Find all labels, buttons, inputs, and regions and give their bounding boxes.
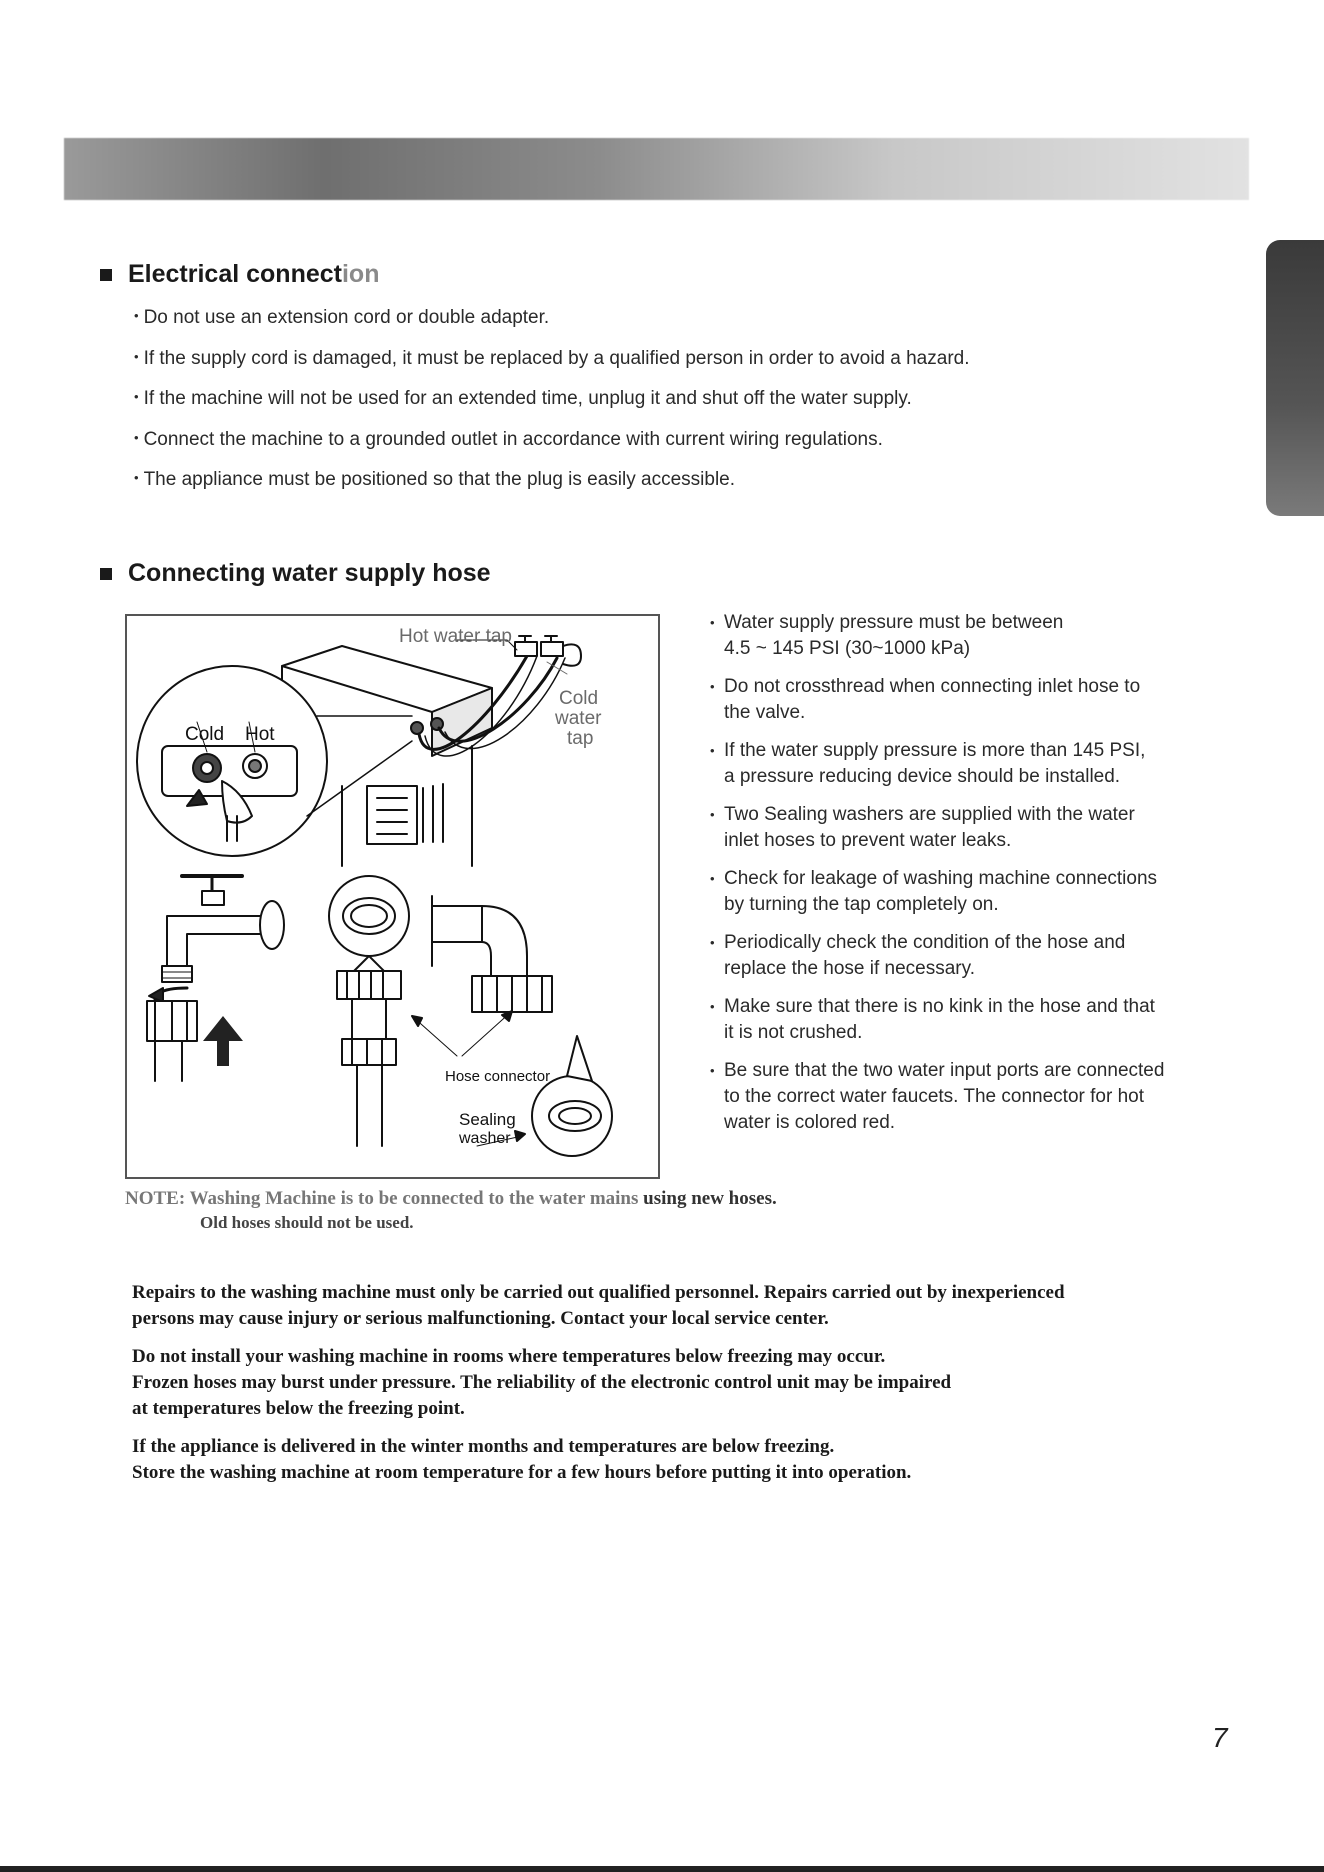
hose-connection-diagram	[125, 614, 660, 1179]
bullet-dot-icon: •	[134, 348, 139, 364]
note-line1-b: using new hoses.	[643, 1188, 777, 1209]
bullet-dot-icon: •	[710, 999, 715, 1014]
water-list	[710, 610, 1230, 1148]
paragraph: Repairs to the washing machine must only be carried out qualified personnel. Repairs carried out by inexperienced persons may cause injury or serious malfunctioning. Contact your local service center.	[132, 1282, 1065, 1329]
list-item: • Be sure that the two water input ports are connected to the correct water faucets. The connector for hot water is colored red.	[710, 1060, 1165, 1133]
list-item: • Water supply pressure must be between 4.5 ~ 145 PSI (30~1000 kPa)	[710, 612, 1064, 659]
cold-water-tap-label-2: water	[555, 708, 602, 729]
list-item: • Check for leakage of washing machine connections by turning the tap completely on.	[710, 868, 1158, 915]
cold-label: Cold	[185, 724, 225, 745]
list-item: • If the water supply pressure is more than 145 PSI, a pressure reducing device should be installed.	[710, 740, 1146, 787]
bullet-dot-icon: •	[710, 807, 715, 822]
hot-water-tap-label: Hot water tap	[399, 626, 512, 647]
hot-label: Hot	[245, 724, 275, 745]
bullet-dot-icon: •	[134, 429, 139, 445]
bullet-dot-icon: •	[710, 615, 715, 630]
sealing-washer-label-1: Sealing	[459, 1110, 516, 1129]
page-number: 7	[1212, 1722, 1228, 1753]
header-band	[64, 138, 1249, 200]
list-item: • If the supply cord is damaged, it must be replaced by a qualified person in order to avoid a hazard.	[134, 347, 970, 369]
sealing-washer-label-2: washer	[459, 1130, 511, 1147]
list-item: • Connect the machine to a grounded outlet in accordance with current wiring regulations.	[134, 428, 883, 450]
cold-water-tap-label-1: Cold	[559, 688, 599, 709]
warning-paragraphs	[132, 1280, 1242, 1498]
list-item: • Do not crossthread when connecting inlet hose to the valve.	[710, 676, 1141, 723]
list-item: • If the machine will not be used for an extended time, unplug it and shut off the water supply.	[134, 388, 912, 410]
hose-connector-label: Hose connector	[445, 1068, 551, 1085]
electrical-title-fade: ion	[341, 260, 380, 288]
square-bullet-icon	[100, 269, 112, 281]
water-title: Connecting water supply hose	[128, 559, 491, 587]
electrical-section-title	[100, 260, 379, 289]
bottom-rule	[0, 1866, 1324, 1872]
bullet-dot-icon: •	[710, 871, 715, 886]
bullet-dot-icon: •	[710, 1063, 715, 1078]
note-line2: Old hoses should not be used.	[200, 1213, 414, 1232]
electrical-title-main: Electrical connect	[128, 260, 342, 288]
square-bullet-icon	[100, 568, 112, 580]
side-chapter-tab	[1266, 240, 1324, 516]
list-item: • Make sure that there is no kink in the hose and that it is not crushed.	[710, 996, 1155, 1043]
bullet-dot-icon: •	[710, 935, 715, 950]
note-label: NOTE:	[125, 1188, 186, 1209]
water-section-title	[100, 559, 491, 588]
note-block	[125, 1188, 777, 1233]
cold-water-tap-label-3: tap	[567, 728, 594, 749]
bullet-dot-icon: •	[134, 308, 139, 323]
bullet-dot-icon: •	[710, 743, 715, 758]
bullet-dot-icon: •	[134, 470, 139, 486]
bullet-dot-icon: •	[710, 679, 715, 694]
note-line1-a: Washing Machine is to be connected to the water mains	[189, 1188, 639, 1209]
list-item: • Two Sealing washers are supplied with the water inlet hoses to prevent water leaks.	[710, 804, 1135, 851]
bullet-dot-icon: •	[134, 389, 139, 405]
paragraph: If the appliance is delivered in the winter months and temperatures are below freezing. Store the washing machine at room temperature for a few hours before putting it into operation.	[132, 1436, 912, 1483]
list-item: • Periodically check the condition of the hose and replace the hose if necessary.	[710, 932, 1126, 979]
list-item: • The appliance must be positioned so that the plug is easily accessible.	[134, 469, 736, 491]
paragraph: Do not install your washing machine in rooms where temperatures below freezing may occur. Frozen hoses may burst under pressure. The reliability of the electronic control unit may be impaired at temperatures below the freezing point.	[132, 1346, 952, 1419]
electrical-list	[134, 304, 970, 507]
list-item: • Do not use an extension cord or double adapter.	[134, 307, 550, 328]
